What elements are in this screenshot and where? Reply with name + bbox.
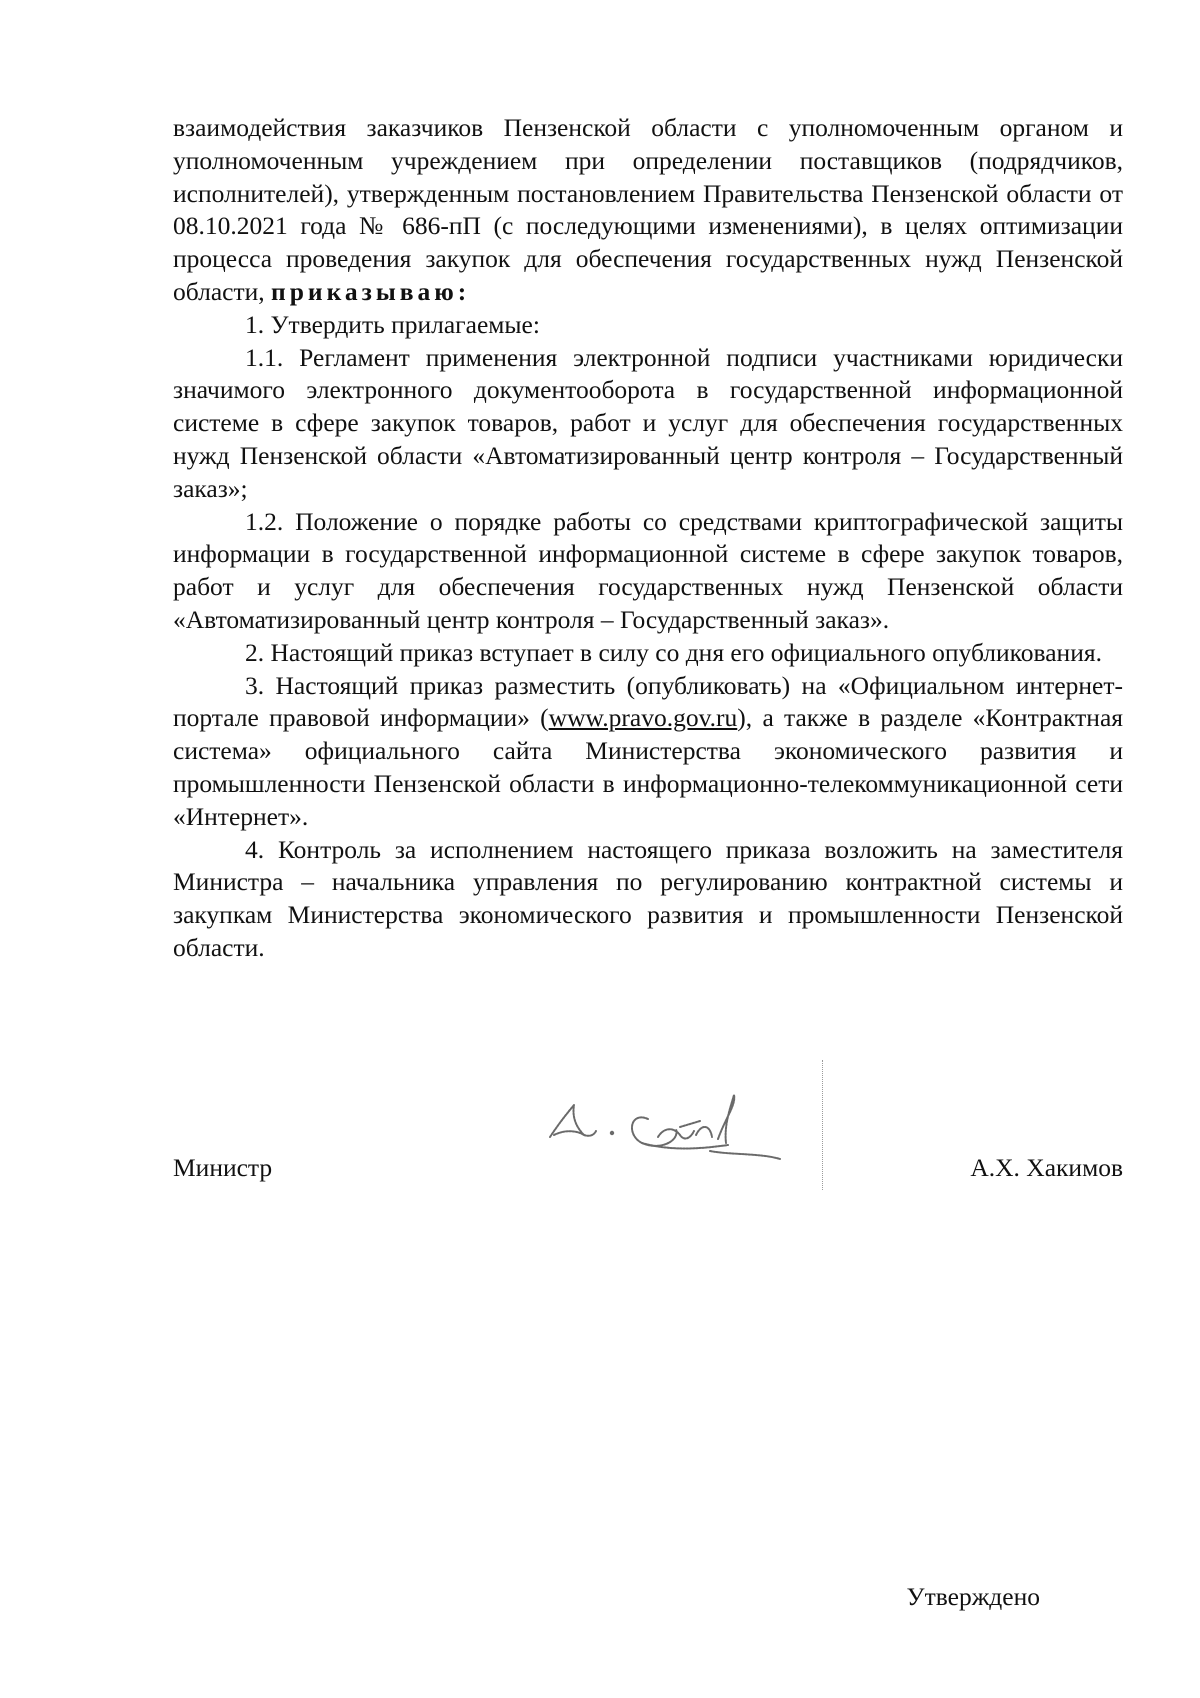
paragraph-item-1-2: 1.2. Положение о порядке работы со средствами криптографической защиты информации в государственной информационной системе в сфере закупок товаров, работ и услуг для обеспечения государственных нужд Пензенской области «Автоматизированный центр контроля – Государственный заказ». (173, 506, 1123, 634)
paragraph-item-3 (173, 670, 1123, 834)
pravo-link[interactable]: www.pravo.gov.ru (548, 703, 738, 733)
paragraph-item-4: 4. Контроль за исполнением настоящего приказа возложить на заместителя Министра – начальника управления по регулированию контрактной системы и закупкам Министерства экономического развития и промышленности Пензенской области. (173, 834, 1123, 962)
signatory-title: Министр (173, 1153, 273, 1182)
paragraph-preamble (173, 112, 1123, 309)
paragraph-item-1: 1. Утвердить прилагаемые: (245, 309, 540, 339)
signatory-name: А.Х. Хакимов (970, 1153, 1123, 1182)
paragraph-item-2: 2. Настоящий приказ вступает в силу со дня его официального опубликования. (245, 637, 1102, 667)
approved-label: Утверждено (906, 1582, 1040, 1611)
order-keyword: приказываю: (271, 276, 471, 306)
item-3-text-start: 3. Настоящий приказ разместить (опубликовать) на «Официальном интернет-портале правовой информации» ( (173, 670, 1123, 733)
item-3-text-end: ), а также в разделе «Контрактная система» официального сайта Министерства экономического развития и промышленности Пензенской области в информационно-телекоммуникационной сети «Интернет». (173, 703, 1123, 831)
paragraph-item-1-1: 1.1. Регламент применения электронной подписи участниками юридически значимого электронного документооборота в государственной информационной системе в сфере закупок товаров, работ и услуг для обеспечения государственных нужд Пензенской области «Автоматизированный центр контроля – Государственный заказ»; (173, 342, 1123, 503)
preamble-text: взаимодействия заказчиков Пензенской области с уполномоченным органом и уполномоченным учреждением при определении поставщиков (подрядчиков, исполнителей), утвержденным постановлением Правительства Пензенской области от 08.10.2021 года № 686-пП (с последующими изменениями), в целях оптимизации процесса проведения закупок для обеспечения государственных нужд Пензенской области, (173, 113, 1123, 306)
signature-divider (822, 1060, 823, 1190)
handwritten-signature (530, 1065, 850, 1185)
document-body (173, 112, 1123, 965)
